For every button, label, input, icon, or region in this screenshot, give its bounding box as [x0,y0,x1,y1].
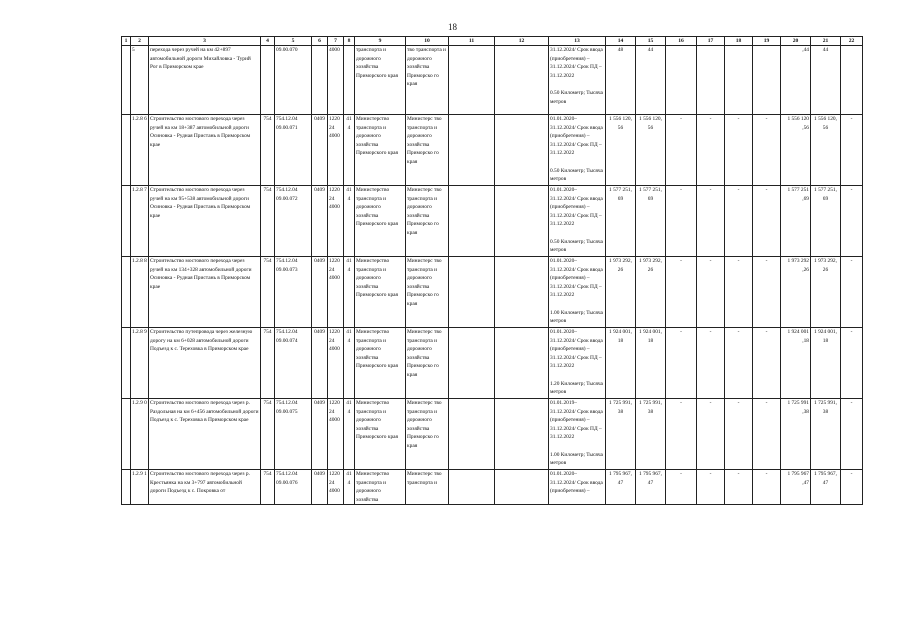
table-cell-col-3: Строительство мостового перехода через р. Раздольная на км 6+456 автомобильной дороги Подъезд к с. Тереховка в Приморском крае [149,399,261,470]
table-cell-col-19: - [753,328,781,399]
table-cell-col-8: 414 [344,470,355,505]
column-header: 18 [725,37,753,46]
column-header: 8 [344,37,355,46]
table-cell-col-15: 1 556 120, 56 [636,115,666,186]
table-cell-col-14: 1 795 967, 47 [606,470,636,505]
table-cell-col-2: 1.2.8 7 [131,186,149,257]
table-cell-col-13: 31.12.2024/ Срок ввода (приобретения) – 31.12.2024/ Срок ПД – 31.12.2022 0.50 Километр; Тысяча метров [549,46,606,115]
table-cell-col-16 [666,46,697,115]
table-cell-col-16: - [666,186,697,257]
column-header: 7 [328,37,344,46]
table-cell-col-4: 754 [261,186,275,257]
table-cell-col-14: 1 973 292, 26 [606,257,636,328]
table-cell-col-21: 1 556 120, 56 [811,115,841,186]
column-header: 1 [122,37,131,46]
table-cell-col-18: - [725,257,753,328]
table-cell-col-8: 414 [344,186,355,257]
table-cell-col-15: 44 [636,46,666,115]
table-cell-col-7: 122024 4000 [328,115,344,186]
table-cell-col-13: 01.01.2020– 31.12.2024/ Срок ввода (приобретения) – 31.12.2024/ Срок ПД – 31.12.2022 0.50 Километр; Тысяча метров [549,186,606,257]
table-cell-col-9: Министерство транспорта и дорожного хозяйства Приморского края [355,115,406,186]
table-cell-col-22: - [841,328,863,399]
table-cell-col-6 [312,46,328,115]
table-row [122,470,863,505]
table-cell-col-20: 1 577 251 ,69 [781,186,811,257]
table-cell-col-18: - [725,328,753,399]
table-cell-col-4: 754 [261,328,275,399]
table-cell-col-11 [449,186,495,257]
table-cell-col-19: - [753,470,781,505]
table-cell-col-19: - [753,186,781,257]
table-cell-col-13: 01.01.2020– 31.12.2024/ Срок ввода (приобретения) – 31.12.2024/ Срок ПД – 31.12.2022 1.00 Километр; Тысяча метров [549,257,606,328]
table-row [122,257,863,328]
column-header: 12 [495,37,549,46]
table-body [122,46,863,505]
table-cell-col-2: 5 [131,46,149,115]
table-cell-col-18: - [725,115,753,186]
table-cell-col-14: 1 577 251, 69 [606,186,636,257]
table-cell-col-22 [841,46,863,115]
table-cell-col-11 [449,399,495,470]
table-cell-col-10: Министерс тво транспорта и дорожного хозяйства Приморско го края [406,186,449,257]
table-cell-col-7: 122024 4000 [328,186,344,257]
table-cell-col-8: 414 [344,115,355,186]
table-cell-col-16: - [666,115,697,186]
column-header: 2 [131,37,149,46]
table-cell-col-11 [449,470,495,505]
table-cell-col-18 [725,46,753,115]
table-cell-col-6: 0409 [312,257,328,328]
table-cell-col-6: 0409 [312,328,328,399]
table-cell-col-21: 44 [811,46,841,115]
column-header: 19 [753,37,781,46]
table-cell-col-10: Министерс тво транспорта и дорожного хозяйства Приморско го края [406,399,449,470]
table-cell-col-20: 1 924 001 ,18 [781,328,811,399]
table-cell-col-8: 414 [344,328,355,399]
table-cell-col-5: 754.12.04 09.00.075 [275,399,312,470]
table-cell-col-17: - [697,328,725,399]
table-cell-col-1 [122,115,131,186]
table-cell-col-22: - [841,399,863,470]
table-cell-col-7: 4000 [328,46,344,115]
table-cell-col-9: Министерство транспорта и дорожного хозяйства Приморского края [355,328,406,399]
table-cell-col-1 [122,399,131,470]
table-cell-col-21: 1 795 967, 47 [811,470,841,505]
table-cell-col-4: 754 [261,399,275,470]
table-cell-col-20: 1 973 292 ,26 [781,257,811,328]
table-cell-col-14: 1 556 120, 56 [606,115,636,186]
table-cell-col-7: 122024 4000 [328,399,344,470]
table-cell-col-3: Строительство мостового перехода через р. Крестьянка на км 3+797 автомобильной дороги Подъезд к с. Покровка от [149,470,261,505]
table-cell-col-3: Строительство мостового перехода через ручей на км 18+387 автомобильной дороги Осиновка - Рудная Пристань в Приморском крае [149,115,261,186]
table-cell-col-17: - [697,399,725,470]
table-cell-col-9: транспорта и дорожного хозяйства Приморского края [355,46,406,115]
column-header: 6 [312,37,328,46]
table-cell-col-14: 1 924 001, 18 [606,328,636,399]
table-cell-col-21: 1 725 991, 38 [811,399,841,470]
table-cell-col-12 [495,470,549,505]
table-cell-col-9: Министерство транспорта и дорожного хозяйства Приморского края [355,186,406,257]
table-cell-col-10: Министерс тво транспорта и [406,470,449,505]
table-cell-col-2: 1.2.8 9 [131,328,149,399]
table-cell-col-21: 1 924 001, 18 [811,328,841,399]
table-cell-col-8: 414 [344,257,355,328]
table-cell-col-5: 754.12.04 09.00.074 [275,328,312,399]
table-cell-col-3: Строительство путепровода через железную дорогу на км 6+028 автомобильной дороги Подъезд к с. Тереховка в Приморском крае [149,328,261,399]
column-header: 4 [261,37,275,46]
table-row [122,115,863,186]
table-cell-col-17: - [697,186,725,257]
table-cell-col-2: 1.2.8 6 [131,115,149,186]
table-cell-col-15: 1 577 251, 69 [636,186,666,257]
table-row [122,46,863,115]
table-cell-col-2: 1.2.9 0 [131,399,149,470]
table-cell-col-17: - [697,115,725,186]
table-cell-col-10: Министерс тво транспорта и дорожного хозяйства Приморско го края [406,328,449,399]
table-cell-col-15: 1 973 292, 26 [636,257,666,328]
table-cell-col-5: 09.00.070 [275,46,312,115]
table-cell-col-20: 1 556 120 ,56 [781,115,811,186]
table-cell-col-11 [449,328,495,399]
table-cell-col-3: перехода через ручей на км 42+897 автомобильной дороги Михайловка - Турий Рог в Приморском крае [149,46,261,115]
column-header: 17 [697,37,725,46]
table-cell-col-15: 1 795 967, 47 [636,470,666,505]
table-cell-col-21: 1 577 251, 69 [811,186,841,257]
table-cell-col-17: - [697,257,725,328]
table-cell-col-5: 754.12.04 09.00.073 [275,257,312,328]
table-cell-col-9: Министерство транспорта и дорожного хозяйства [355,470,406,505]
table-cell-col-12 [495,46,549,115]
table-cell-col-8: 414 [344,399,355,470]
column-header: 21 [811,37,841,46]
table-cell-col-18: - [725,470,753,505]
column-header: 10 [406,37,449,46]
table-cell-col-8 [344,46,355,115]
table-cell-col-4 [261,46,275,115]
table-cell-col-21: 1 973 292, 26 [811,257,841,328]
table-cell-col-22: - [841,257,863,328]
table-cell-col-10: тво транспорта и дорожного хозяйства Приморско го края [406,46,449,115]
table-cell-col-15: 1 924 001, 18 [636,328,666,399]
table-cell-col-11 [449,115,495,186]
table-cell-col-10: Министерс тво транспорта и дорожного хозяйства Приморско го края [406,115,449,186]
table-cell-col-1 [122,470,131,505]
table-cell-col-14: 1 725 991, 38 [606,399,636,470]
table-row [122,399,863,470]
table-cell-col-1 [122,257,131,328]
table-cell-col-6: 0409 [312,399,328,470]
table-cell-col-16: - [666,399,697,470]
table-cell-col-16: - [666,257,697,328]
table-cell-col-19: - [753,399,781,470]
table-cell-col-13: 01.01.2019– 31.12.2024/ Срок ввода (приобретения) – 31.12.2024/ Срок ПД – 31.12.2022 1.00 Километр; Тысяча метров [549,399,606,470]
table-cell-col-19 [753,46,781,115]
table-cell-col-17 [697,46,725,115]
table-cell-col-4: 754 [261,257,275,328]
column-header: 14 [606,37,636,46]
table-cell-col-11 [449,257,495,328]
column-header: 3 [149,37,261,46]
table-cell-col-19: - [753,257,781,328]
table-cell-col-13: 01.01.2020– 31.12.2024/ Срок ввода (приобретения) – 31.12.2024/ Срок ПД – 31.12.2022 0.50 Километр; Тысяча метров [549,115,606,186]
table-cell-col-3: Строительство мостового перехода через ручей на км 95+538 автомобильной дороги Осиновка - Рудная Пристань в Приморском крае [149,186,261,257]
table-cell-col-6: 0409 [312,115,328,186]
table-cell-col-12 [495,115,549,186]
table-cell-col-9: Министерство транспорта и дорожного хозяйства Приморского края [355,257,406,328]
table-cell-col-16: - [666,328,697,399]
data-table [121,36,863,505]
table-row [122,328,863,399]
table-cell-col-20: ,44 [781,46,811,115]
table-cell-col-18: - [725,186,753,257]
column-header: 9 [355,37,406,46]
table-cell-col-12 [495,399,549,470]
table-cell-col-2: 1.2.9 1 [131,470,149,505]
table-cell-col-20: 1 725 991 ,38 [781,399,811,470]
table-cell-col-13: 01.01.2020– 31.12.2024/ Срок ввода (приобретения) – [549,470,606,505]
column-header: 22 [841,37,863,46]
table-cell-col-18: - [725,399,753,470]
table-cell-col-9: Министерство транспорта и дорожного хозяйства Приморского края [355,399,406,470]
table-cell-col-1 [122,186,131,257]
table-cell-col-5: 754.12.04 09.00.072 [275,186,312,257]
column-header: 5 [275,37,312,46]
column-header: 11 [449,37,495,46]
table-cell-col-15: 1 725 991, 38 [636,399,666,470]
table-cell-col-4: 754 [261,115,275,186]
table-cell-col-6: 0409 [312,470,328,505]
table-cell-col-22: - [841,186,863,257]
table-cell-col-1 [122,46,131,115]
table-cell-col-16: - [666,470,697,505]
table-cell-col-11 [449,46,495,115]
table-cell-col-17: - [697,470,725,505]
table-cell-col-7: 122024 4000 [328,470,344,505]
table-cell-col-20: 1 795 967 ,47 [781,470,811,505]
table-cell-col-2: 1.2.8 8 [131,257,149,328]
table-cell-col-7: 122024 4000 [328,328,344,399]
table-cell-col-13: 01.01.2020– 31.12.2024/ Срок ввода (приобретения) – 31.12.2024/ Срок ПД – 31.12.2022 1.20 Километр; Тысяча метров [549,328,606,399]
table-cell-col-12 [495,328,549,399]
table-cell-col-4: 754 [261,470,275,505]
column-header: 13 [549,37,606,46]
table-cell-col-12 [495,186,549,257]
table-cell-col-10: Министерс тво транспорта и дорожного хозяйства Приморско го края [406,257,449,328]
header-row [122,37,863,46]
table-cell-col-3: Строительство мостового перехода через ручей на км 134+328 автомобильной дороги Осиновка - Рудная Пристань в Приморском крае [149,257,261,328]
table-cell-col-5: 754.12.04 09.00.076 [275,470,312,505]
table-cell-col-22: - [841,115,863,186]
table-cell-col-22: - [841,470,863,505]
table-row [122,186,863,257]
column-header: 15 [636,37,666,46]
column-header: 20 [781,37,811,46]
table-cell-col-5: 754.12.04 09.00.071 [275,115,312,186]
page-number: 18 [448,22,457,32]
table-cell-col-12 [495,257,549,328]
column-header: 16 [666,37,697,46]
table-cell-col-7: 122024 4000 [328,257,344,328]
table-cell-col-6: 0409 [312,186,328,257]
table-cell-col-14: 48 [606,46,636,115]
table-cell-col-1 [122,328,131,399]
table-cell-col-19: - [753,115,781,186]
